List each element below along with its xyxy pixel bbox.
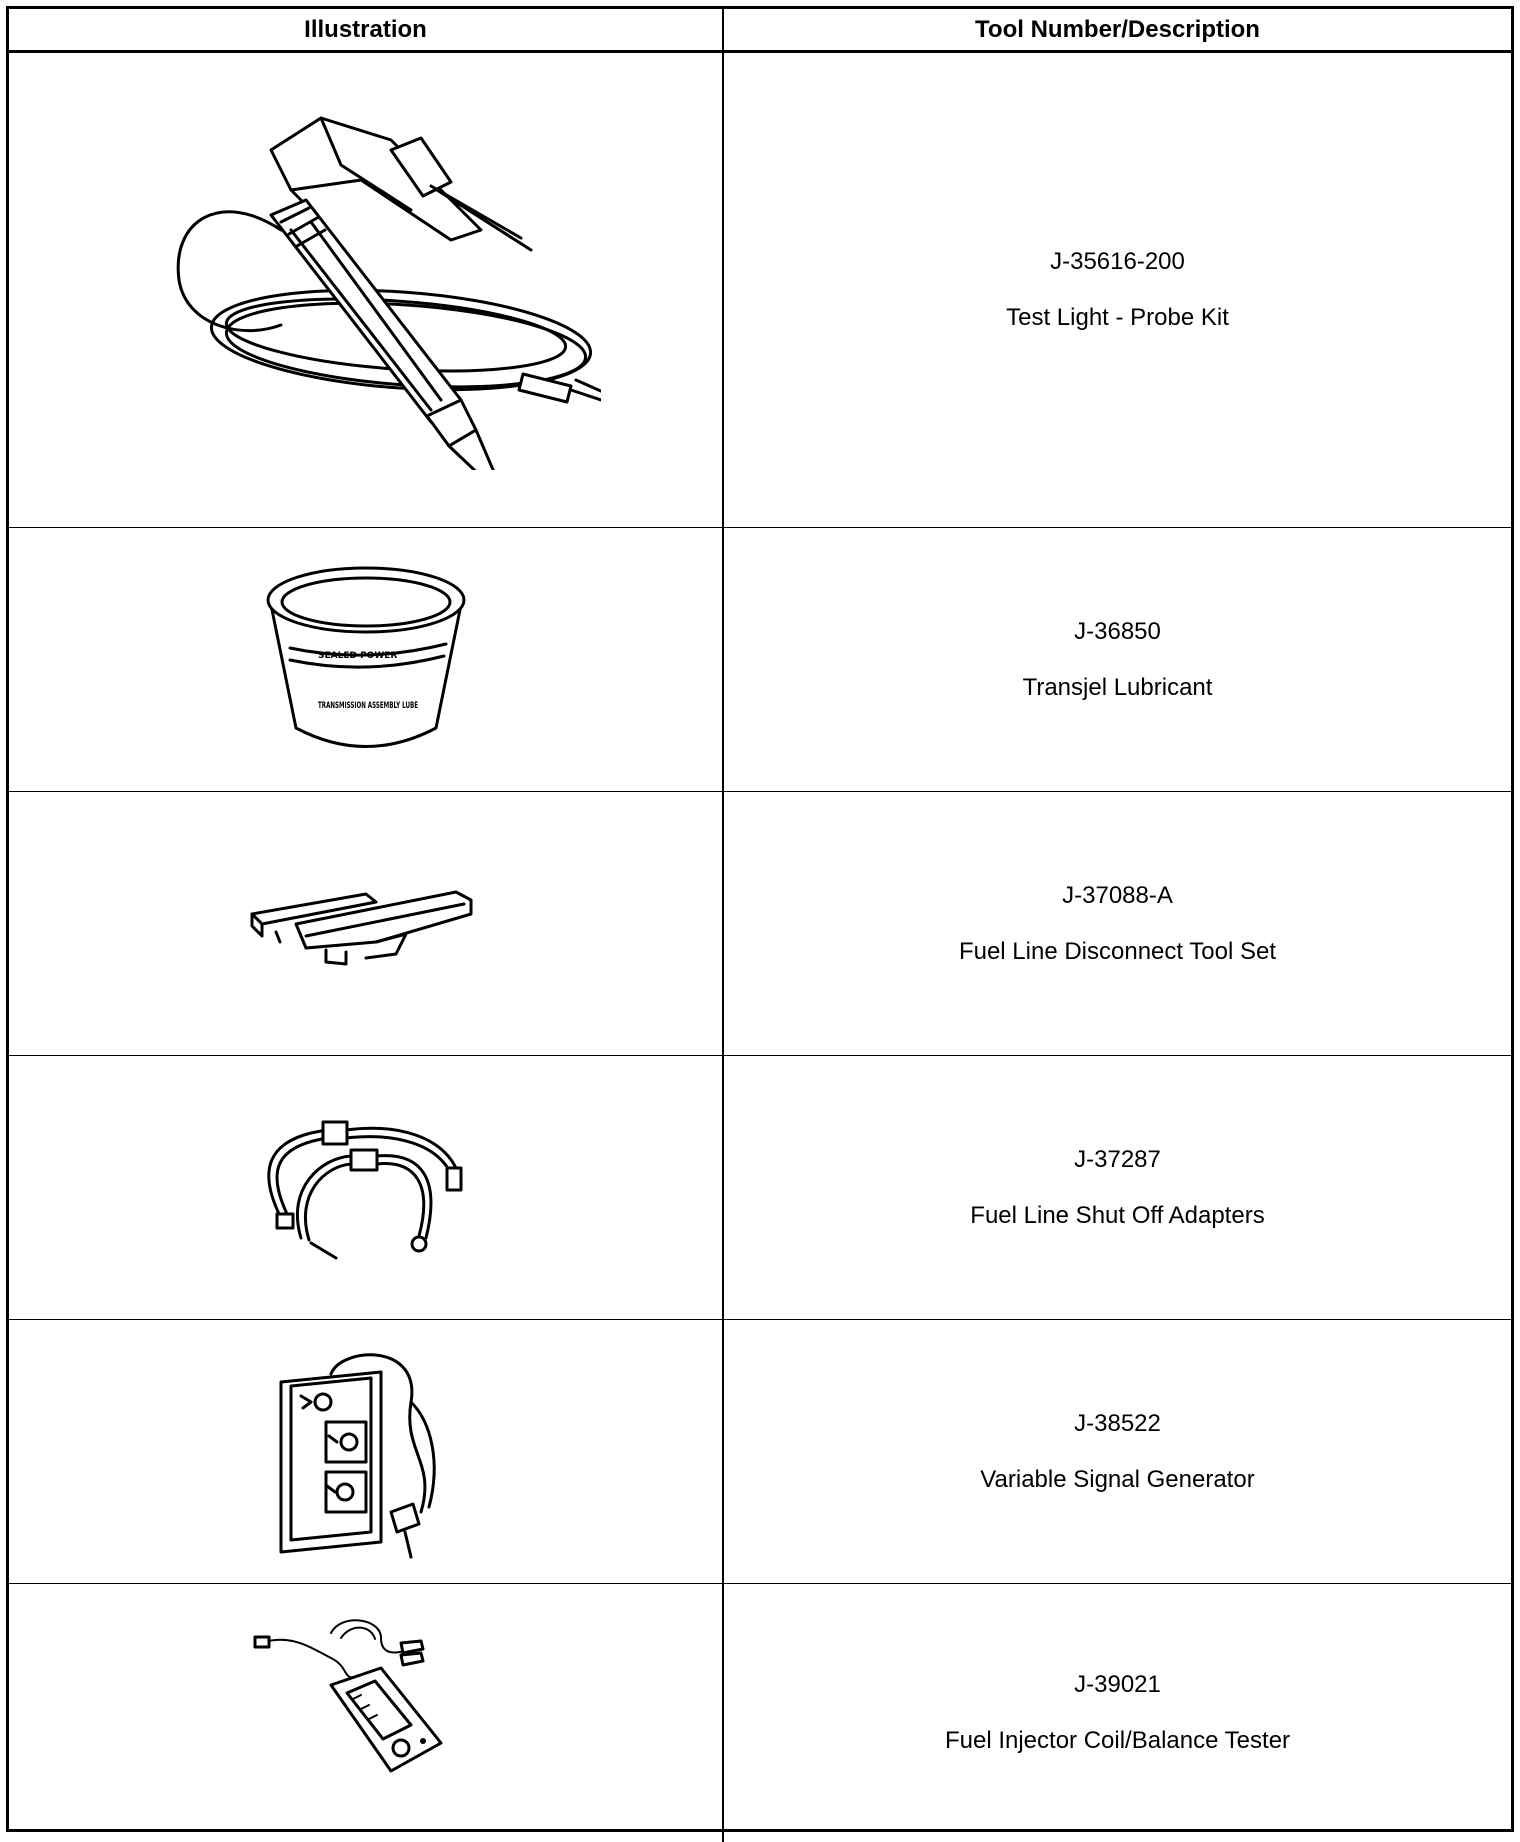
illustration-cell xyxy=(9,1584,724,1842)
table-row xyxy=(9,53,1511,528)
header-illustration: Illustration xyxy=(9,9,724,50)
tool-number: J-36850 xyxy=(1074,617,1161,645)
table-row xyxy=(9,1320,1511,1584)
description-cell xyxy=(724,792,1511,1055)
signal-generator-icon xyxy=(271,1342,461,1562)
tool-description: Variable Signal Generator xyxy=(980,1465,1255,1493)
header-tool-description: Tool Number/Description xyxy=(975,15,1260,43)
description-cell xyxy=(724,1056,1511,1319)
tool-number: J-37088-A xyxy=(1062,881,1173,909)
illustration-cell xyxy=(9,792,724,1055)
tool-description: Fuel Injector Coil/Balance Tester xyxy=(944,1727,1291,1754)
description-cell xyxy=(724,1320,1511,1583)
tub-brand-label: SEALED POWER xyxy=(317,650,397,661)
description-cell xyxy=(724,1584,1511,1842)
tool-description: Test Light - Probe Kit xyxy=(1006,304,1229,331)
illustration-cell xyxy=(9,53,724,527)
tool-description: Fuel Line Disconnect Tool Set xyxy=(958,937,1277,965)
illustration-cell xyxy=(9,1320,724,1583)
tool-number: J-39021 xyxy=(1074,1671,1161,1698)
disconnect-tools-icon xyxy=(246,874,486,974)
tool-description: Transjel Lubricant xyxy=(1022,673,1213,701)
tub-product-label: TRANSMISSION ASSEMBLY LUBE xyxy=(317,700,418,711)
injector-tester-icon xyxy=(251,1613,481,1813)
tool-number: J-35616-200 xyxy=(1050,248,1185,275)
test-light-probe-kit-icon xyxy=(131,110,601,470)
shut-off-adapters-icon xyxy=(251,1108,481,1268)
illustration-cell xyxy=(9,1056,724,1319)
description-cell xyxy=(724,53,1511,527)
tool-description: Fuel Line Shut Off Adapters xyxy=(970,1201,1265,1229)
table-row xyxy=(9,1584,1511,1842)
tool-number: J-37287 xyxy=(1074,1145,1161,1173)
table-header-row xyxy=(9,9,1511,53)
lubricant-tub-icon xyxy=(256,560,476,760)
table-row xyxy=(9,792,1511,1056)
table-row xyxy=(9,528,1511,792)
illustration-cell xyxy=(9,528,724,791)
tools-table xyxy=(6,6,1514,1832)
description-cell xyxy=(724,528,1511,791)
tool-number: J-38522 xyxy=(1074,1409,1161,1437)
table-row xyxy=(9,1056,1511,1320)
